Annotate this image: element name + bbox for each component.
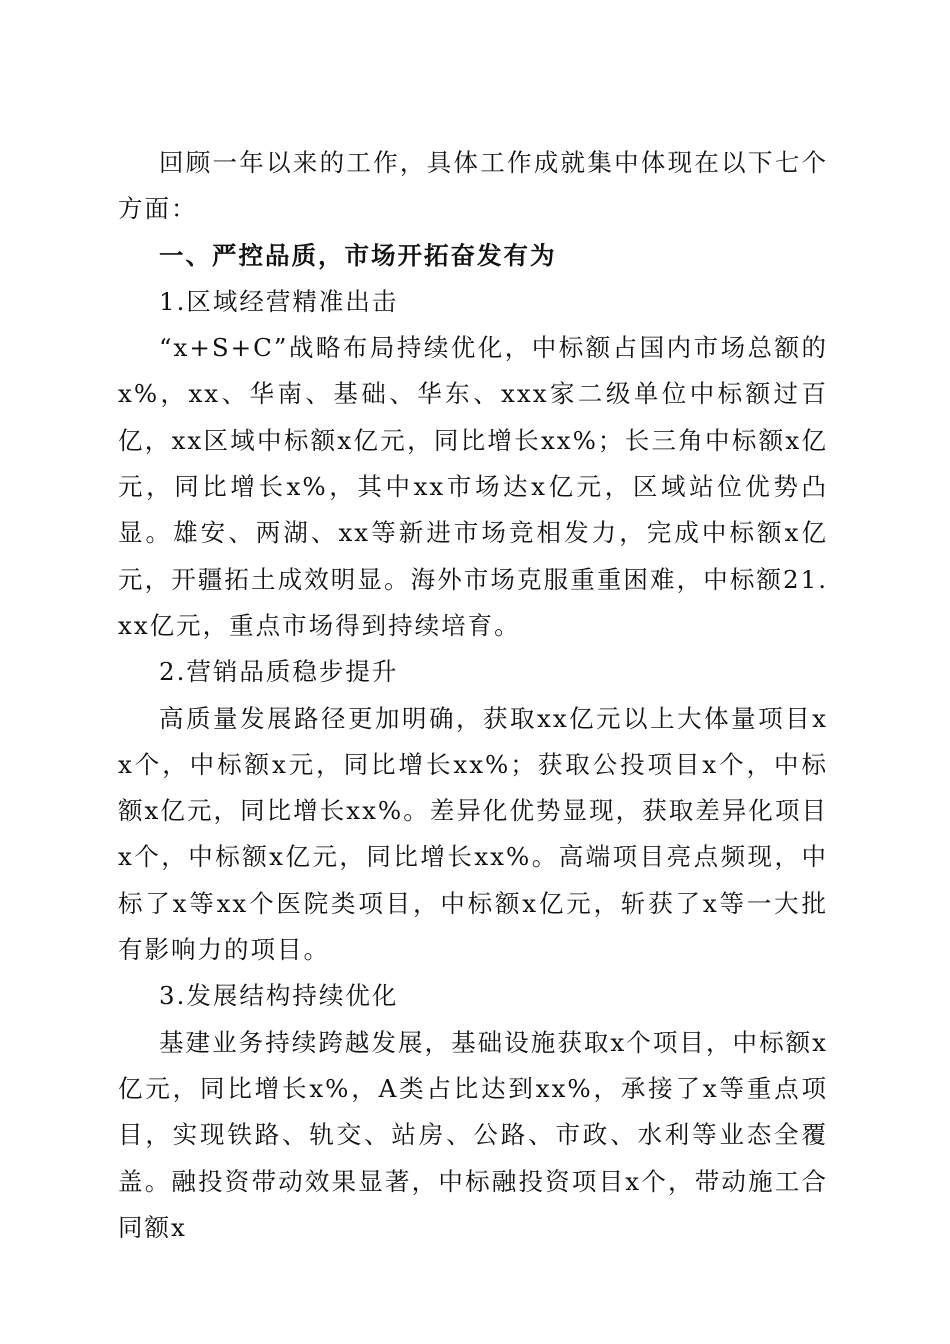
paragraph-1: “x+S+C”战略布局持续优化，中标额占国内市场总额的x%，xx、华南、基础、华东、xxx家二级单位中标额过百亿，xx区域中标额x亿元，同比增长xx%；长三角中标额x亿元，同比增长x%，其中xx市场达x亿元，区域站位优势凸显。雄安、两湖、xx等新进市场竞相发力，完成中标额x亿元，开疆拓土成效明显。海外市场克服重重困难，中标额21.xx亿元，重点市场得到持续培育。 bbox=[118, 333, 828, 640]
document-body bbox=[118, 140, 828, 1251]
subsection-title-2: 2.营销品质稳步提升 bbox=[159, 657, 399, 687]
intro-paragraph: 回顾一年以来的工作，具体工作成就集中体现在以下七个方面： bbox=[118, 148, 828, 224]
subsection-title-3: 3.发展结构持续优化 bbox=[159, 981, 399, 1011]
section-heading: 一、严控品质，市场开拓奋发有为 bbox=[159, 240, 557, 270]
subsection-title-1: 1.区域经营精准出击 bbox=[159, 286, 399, 316]
paragraph-2: 高质量发展路径更加明确，获取xx亿元以上大体量项目xx个，中标额x元，同比增长xx%；获取公投项目x个，中标额x亿元，同比增长xx%。差异化优势显现，获取差异化项目x个，中标额x亿元，同比增长xx%。高端项目亮点频现，中标了x等xx个医院类项目，中标额x亿元，斩获了x等一大批有影响力的项目。 bbox=[118, 703, 828, 965]
paragraph-3: 基建业务持续跨越发展，基础设施获取x个项目，中标额x亿元，同比增长x%，A类占比达到xx%，承接了x等重点项目，实现铁路、轨交、站房、公路、市政、水利等业态全覆盖。融投资带动效果显著，中标融投资项目x个，带动施工合同额x bbox=[118, 1027, 828, 1242]
